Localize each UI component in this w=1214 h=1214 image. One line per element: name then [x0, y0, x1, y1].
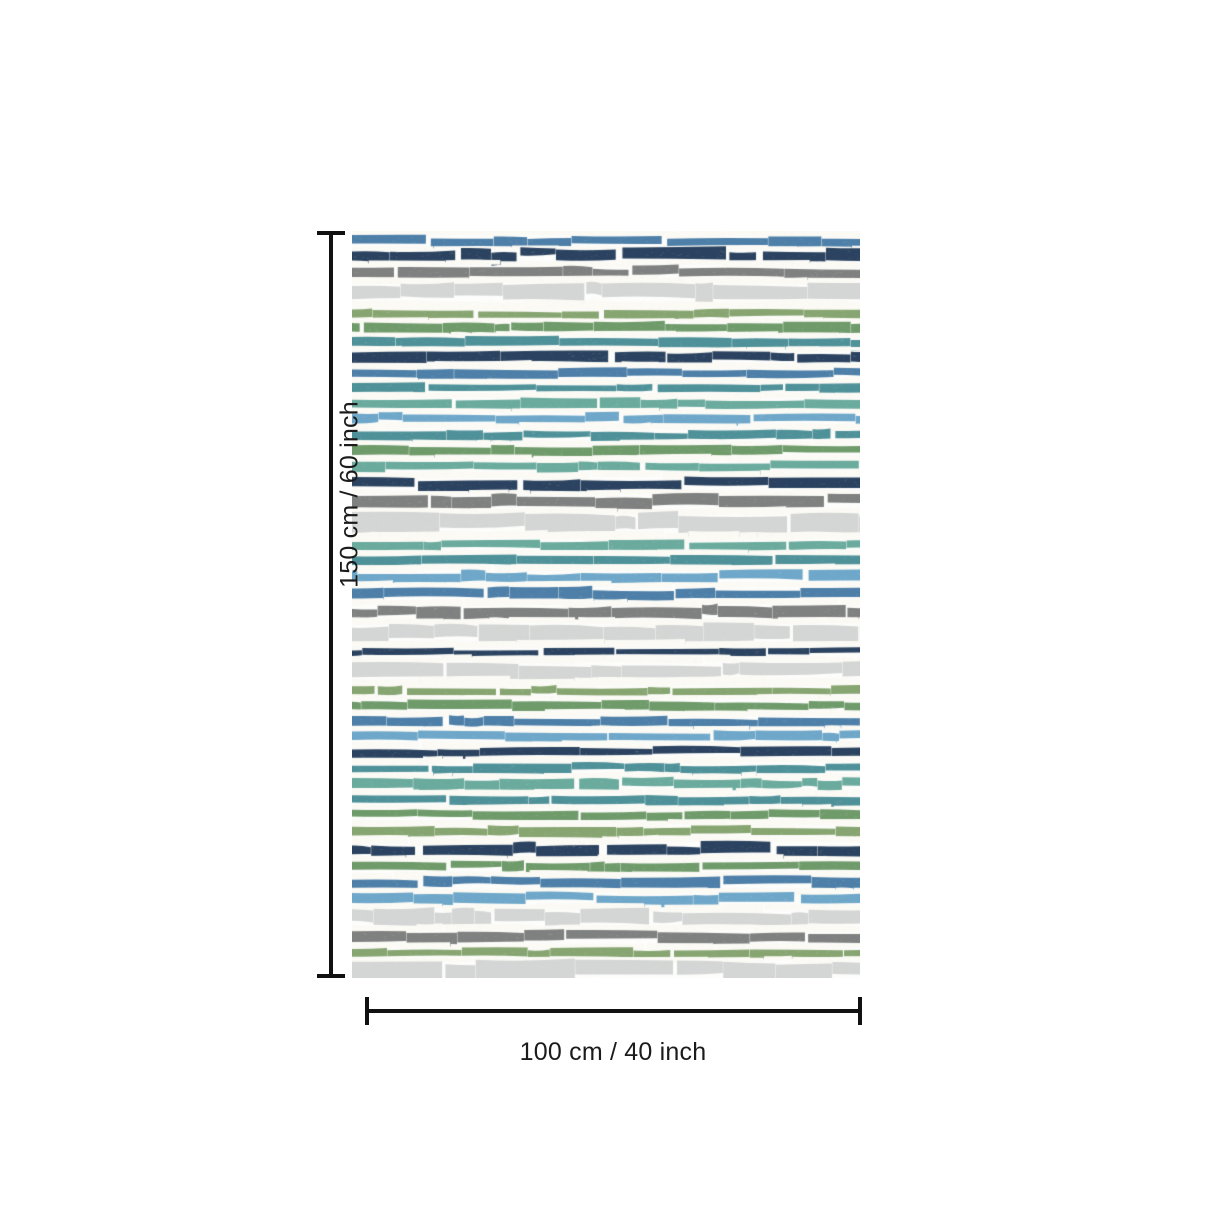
width-dimension-label: 100 cm / 40 inch	[519, 1038, 707, 1066]
height-dimension-label: 150 cm / 60 inch	[335, 401, 364, 588]
width-dimension-cap-left	[365, 997, 369, 1025]
width-dimension-line	[365, 1009, 862, 1013]
height-dimension-cap-bottom	[317, 974, 345, 978]
width-dimension-cap-right	[858, 997, 862, 1025]
rug-stripe-pattern	[352, 231, 860, 978]
rug-image	[352, 231, 860, 978]
height-dimension-line	[329, 231, 333, 978]
height-dimension-cap-top	[317, 231, 345, 235]
